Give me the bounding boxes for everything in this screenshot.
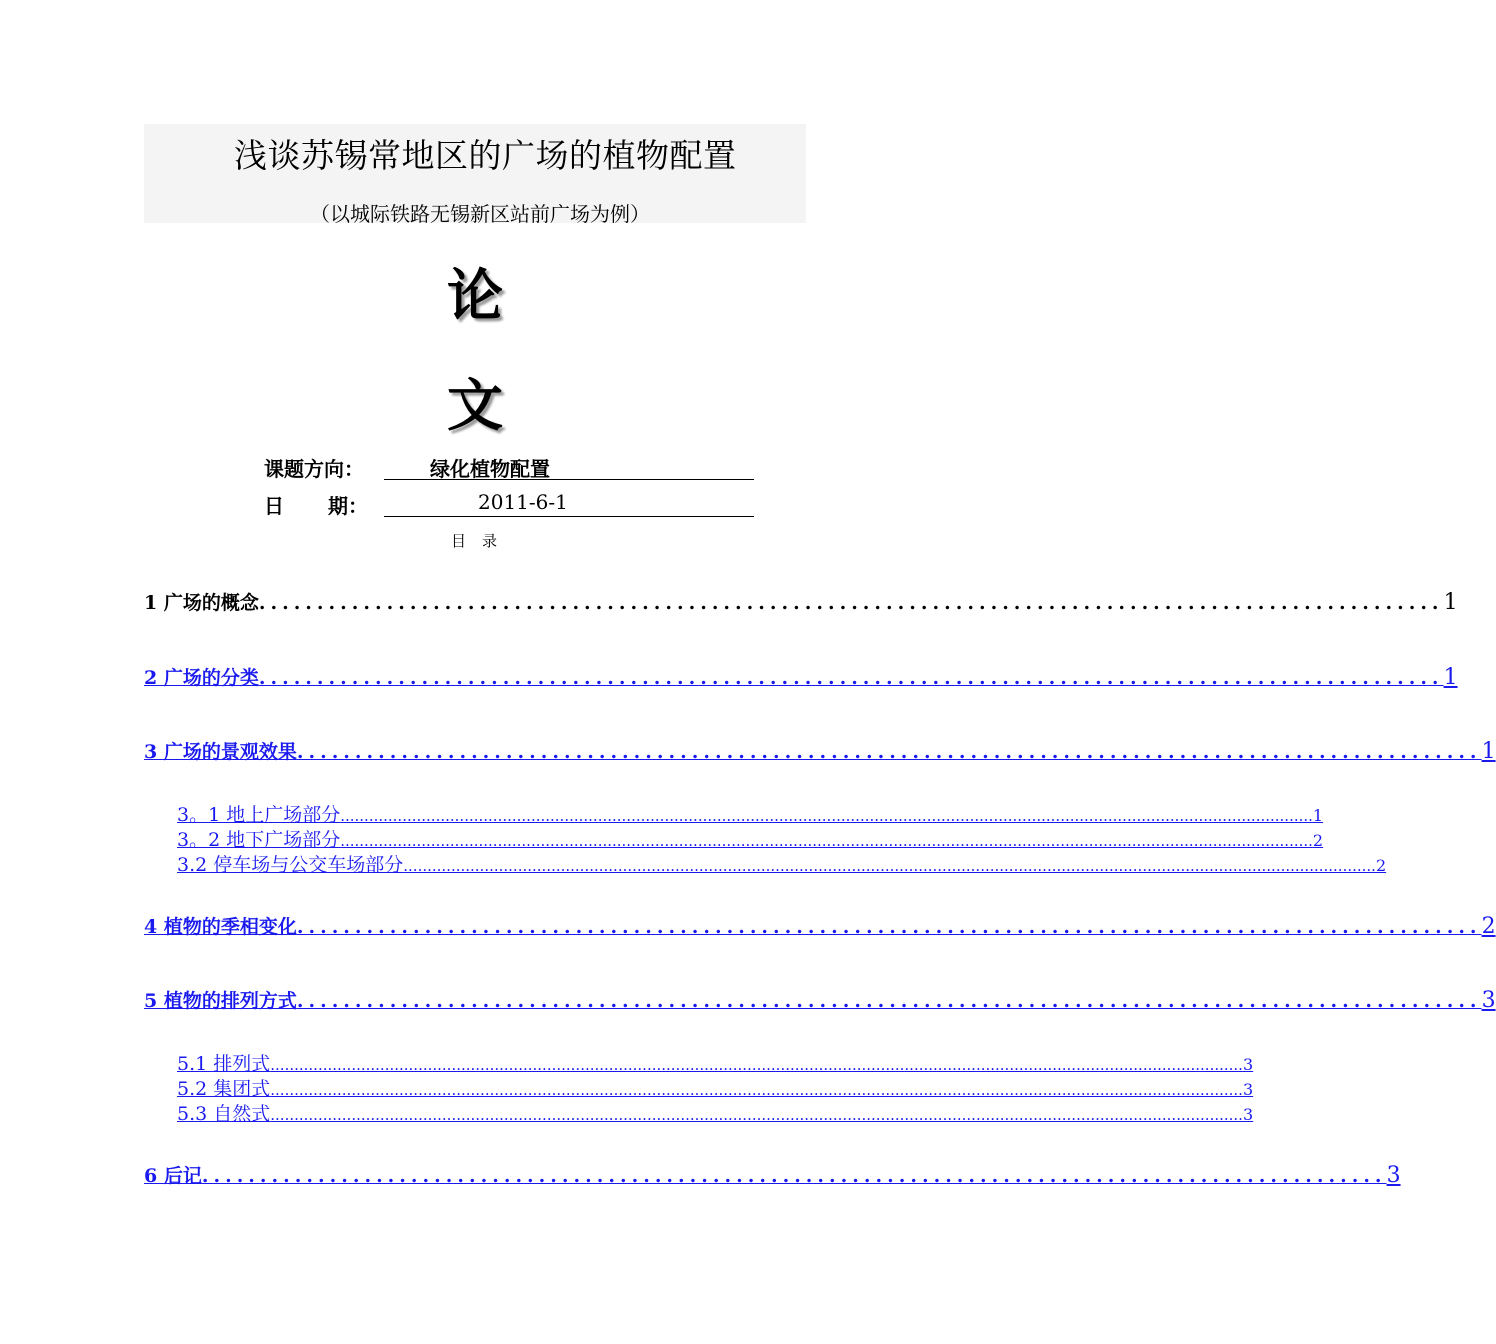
toc-item-label: 3.2 停车场与公交车场部分 [177, 854, 404, 876]
toc-leader: ............................................................................................................................................................................................................ [340, 832, 1313, 850]
big-char-wen: 文 [447, 373, 503, 439]
date-label-b: 期： [328, 494, 368, 518]
toc-heading-b: 录 [482, 532, 500, 550]
toc-item-page: 1 [1481, 739, 1496, 764]
toc-item-label: 3。2 地下广场部分 [177, 829, 341, 851]
toc-item-label: 3。1 地上广场部分 [177, 804, 341, 826]
toc-subitem[interactable] [177, 825, 1324, 852]
toc-item[interactable] [144, 737, 1496, 764]
toc-leader: ............................................................................................................................................................................................................ [270, 1081, 1243, 1099]
toc-leader: ...................................................................................................... [201, 1165, 1387, 1187]
toc-item-page: 1 [1443, 665, 1458, 690]
toc-leader: ...................................................................................................... [296, 990, 1482, 1012]
date-label [264, 490, 368, 519]
toc-item-label: 5.1 排列式 [177, 1053, 271, 1075]
toc-item-label: 2 广场的分类 [144, 667, 259, 689]
toc-leader: ...................................................................................................... [296, 916, 1482, 938]
toc-item-page: 1 [1443, 590, 1458, 615]
toc-item-label: 5.2 集团式 [177, 1078, 271, 1100]
toc-item-page: 1 [1312, 806, 1324, 825]
toc-leader: ............................................................................................................................................................................................................ [340, 807, 1313, 825]
toc-item-page: 2 [1375, 856, 1387, 875]
toc-item-label: 1 广场的概念 [144, 592, 259, 614]
toc-subitem[interactable] [177, 850, 1387, 877]
toc-item-label: 6 后记 [144, 1165, 202, 1187]
toc-heading [0, 530, 950, 551]
title-block [144, 124, 806, 226]
toc-heading-a: 目 [450, 532, 468, 550]
topic-field [384, 453, 754, 480]
toc-item[interactable] [144, 986, 1496, 1013]
toc-item-label: 5.3 自然式 [177, 1103, 271, 1125]
toc-item[interactable] [144, 912, 1496, 939]
date-field [384, 490, 754, 517]
toc-item-page: 3 [1386, 1163, 1401, 1188]
toc-subitem[interactable] [177, 1074, 1254, 1101]
toc-leader: ............................................................................................................................................................................................................ [270, 1106, 1243, 1124]
date-value: 2011-6-1 [478, 490, 568, 514]
page-title: 浅谈苏锡常地区的广场的植物配置 [234, 136, 737, 175]
toc-leader: ...................................................................................................... [258, 667, 1444, 689]
toc-leader: ...................................................................................................... [296, 741, 1482, 763]
toc-item-page: 3 [1481, 988, 1496, 1013]
toc-leader: ............................................................................................................................................................................................................ [270, 1056, 1243, 1074]
toc-item[interactable] [144, 1161, 1401, 1188]
toc-subitem[interactable] [177, 1049, 1254, 1076]
toc-item-label: 5 植物的排列方式 [144, 990, 297, 1012]
topic-value: 绿化植物配置 [430, 457, 550, 481]
toc-leader: ............................................................................................................................................................................................................ [403, 857, 1376, 875]
toc-item-page: 2 [1481, 914, 1496, 939]
topic-label: 课题方向： [264, 457, 364, 481]
toc-item[interactable] [144, 588, 1458, 615]
toc-item-page: 3 [1242, 1105, 1254, 1124]
toc-leader: ...................................................................................................... [258, 592, 1444, 614]
toc-item-page: 3 [1242, 1055, 1254, 1074]
toc-item[interactable] [144, 663, 1458, 690]
toc-subitem[interactable] [177, 800, 1324, 827]
date-label-a: 日 [264, 494, 284, 518]
toc-item-label: 4 植物的季相变化 [144, 916, 297, 938]
toc-item-page: 2 [1312, 831, 1324, 850]
big-char-lun: 论 [447, 263, 503, 329]
toc-subitem[interactable] [177, 1099, 1254, 1126]
page-subtitle: （以城际铁路无锡新区站前广场为例） [310, 202, 650, 226]
toc-item-label: 3 广场的景观效果 [144, 741, 297, 763]
toc-item-page: 3 [1242, 1080, 1254, 1099]
